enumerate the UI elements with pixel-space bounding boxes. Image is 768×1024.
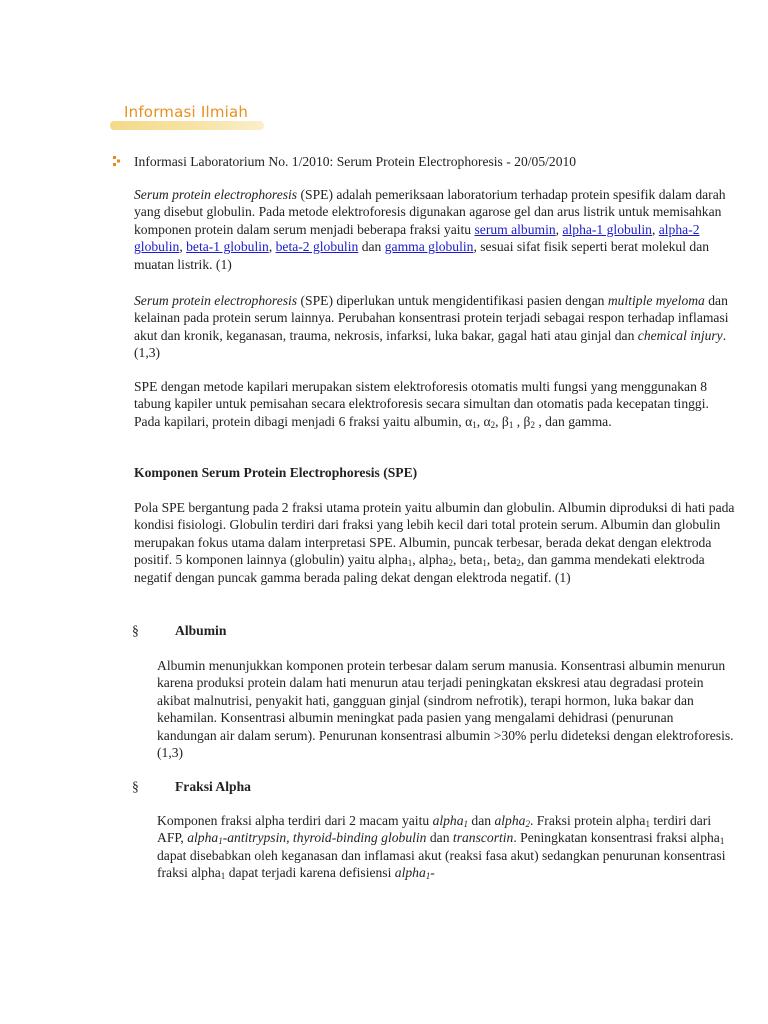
section-bullet: §	[132, 779, 139, 794]
link-alpha-2-globulin[interactable]: alpha-2 globulin	[134, 221, 700, 255]
header-banner-title: Informasi Ilmiah	[124, 103, 249, 121]
header-banner-underline	[110, 121, 264, 130]
section-bullet: §	[132, 623, 139, 638]
spe-term: Serum protein electrophoresis	[134, 293, 298, 308]
paragraph-intro: Serum protein electrophoresis (SPE) adalah pemeriksaan laboratorium terhadap protein spesifik dalam darah yang disebut globulin. Pada metode elektroforesis digunakan agarose gel dan arus listrik untuk memisahkan komponen protein dalam serum menjadi beberapa fraksi yaitu serum albumin, alpha-1 globulin, alpha-2 globulin, beta-1 globulin, beta-2 globulin dan gamma globulin, sesuai sifat fisik seperti berat molekul dan muatan listrik. (1)	[134, 187, 726, 272]
section-heading: Komponen Serum Protein Electrophoresis (SPE)	[134, 465, 418, 480]
article-info-line: Informasi Laboratorium No. 1/2010: Serum Protein Electrophoresis - 20/05/2010	[134, 154, 577, 169]
albumin-title: Albumin	[175, 623, 227, 638]
link-beta-2-globulin[interactable]: beta-2 globulin	[275, 239, 359, 255]
link-beta-1-globulin[interactable]: beta-1 globulin	[186, 239, 269, 255]
chemical-injury-term: chemical injury	[637, 327, 723, 343]
multiple-myeloma-term: multiple myeloma	[607, 293, 705, 308]
header-banner	[108, 104, 266, 134]
paragraph-albumin: Albumin menunjukkan komponen protein terbesar dalam serum manusia. Konsentrasi albumin menurun karena produksi protein dalam hati menurun atau terjadi peningkatan ekskresi atau degradasi protein akibat malnutrisi, penyakit hati, gangguan ginjal (sindrom nefrotik), terapi hormon, luka bakar dan kehamilan. Konsentrasi albumin meningkat pada pasien yang mengalami dehidrasi (penurunan kandungan air dalam serum). Penurunan konsentrasi albumin >30% perlu dideteksi dengan elektroforesis. (1,3)	[157, 658, 734, 761]
link-serum-albumin[interactable]: serum albumin	[474, 221, 556, 237]
paragraph-fraksi-alpha: Komponen fraksi alpha terdiri dari 2 macam yaitu alpha$_1$ dan alpha$_2$. Fraksi protein alpha$_1$ terdiri dari AFP, alpha$_1$-antitrypsin, thyroid-binding globulin dan transcortin. Peningkatan konsentrasi fraksi alpha$_1$ dapat disebabkan oleh keganasan dan inflamasi akut (reaksi fasa akut) sedangkan penurunan konsentrasi fraksi alpha$_1$ dapat terjadi karena defisiensi alpha$_1$-	[157, 813, 726, 882]
link-gamma-globulin[interactable]: gamma globulin	[384, 239, 474, 255]
paragraph-capillary: SPE dengan metode kapilari merupakan sistem elektroforesis otomatis multi fungsi yang menggunakan 8 tabung kapiler untuk pemisahan secara elektroforesis secara simultan dan otomatis pada kecepatan tinggi. Pada kapilari, protein dibagi menjadi 6 fraksi yaitu albumin, $\alpha_1$, $\alpha_2$, $\beta_1$ , $\beta_2$ , dan gamma.	[134, 379, 709, 430]
paragraph-indication: Serum protein electrophoresis (SPE) diperlukan untuk mengidentifikasi pasien dengan multiple myeloma dan kelainan pada protein serum lainnya. Perubahan konsentrasi protein terjadi sebagai respon terhadap inflamasi akut dan kronik, keganasan, trauma, nekrosis, infarksi, luka bakar, gagal hati atau ginjal dan chemical injury. (1,3)	[134, 293, 729, 361]
spe-term: Serum protein electrophoresis	[134, 187, 298, 202]
arrow-bullet-icon	[113, 155, 123, 167]
fraksi-alpha-title: Fraksi Alpha	[175, 779, 251, 794]
link-alpha-1-globulin[interactable]: alpha-1 globulin	[562, 221, 652, 237]
paragraph-pattern: Pola SPE bergantung pada 2 fraksi utama protein yaitu albumin dan globulin. Albumin diproduksi di hati pada kondisi fisiologi. Globulin terdiri dari fraksi yang lebih kecil dari total protein serum. Albumin dan globulin merupakan fokus utama dalam interpretasi SPE. Albumin, puncak terbesar, berada dekat dengan elektroda positif. 5 komponen lainnya (globulin) yaitu alpha$_1$, alpha$_2$, beta$_1$, beta$_2$, dan gamma mendekati elektroda negatif dengan puncak gamma berada paling dekat dengan elektroda negatif. (1)	[134, 500, 735, 585]
